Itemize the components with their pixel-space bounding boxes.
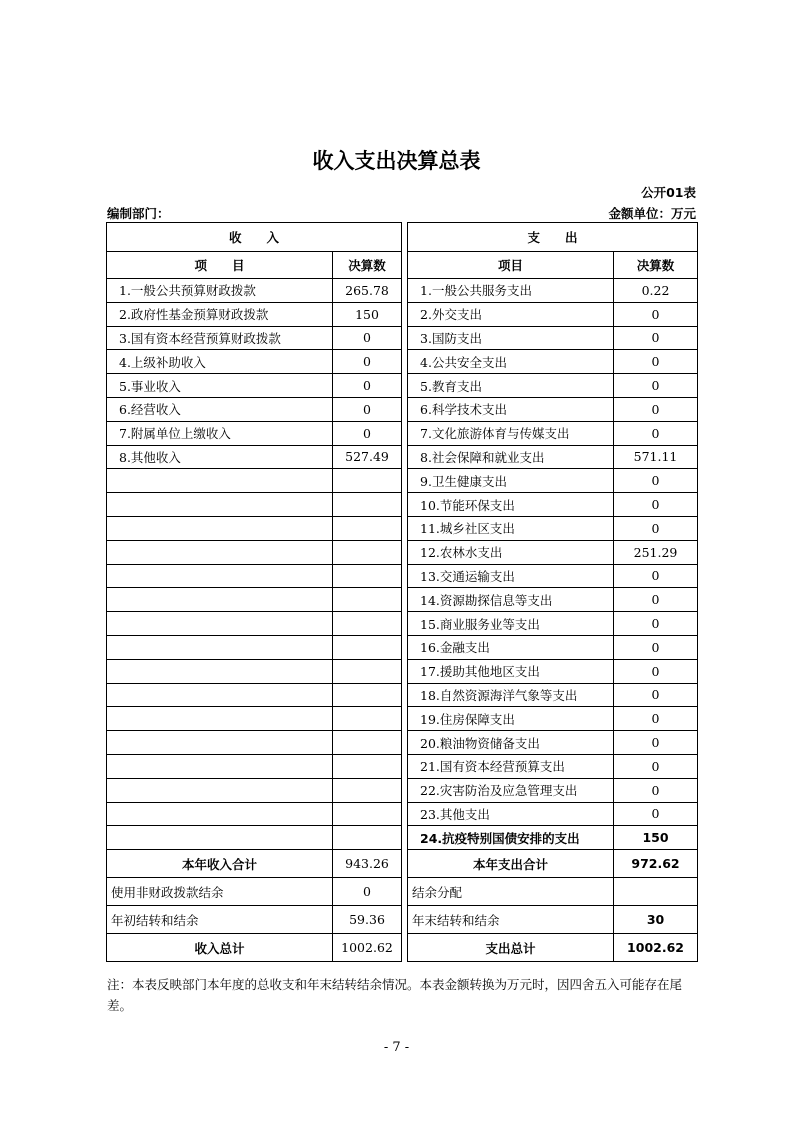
expense-amount-header: 决算数 [614,252,698,279]
carry-row [107,906,698,934]
table-row [107,564,698,588]
year-total-row [107,850,698,878]
income-item-cell [107,802,333,826]
income-item-header: 项 目 [107,252,333,279]
expense-grand-total-label: 支出总计 [408,934,614,962]
table-row [107,302,698,326]
grand-total-row [107,934,698,962]
income-item-cell [107,588,333,612]
expense-item-cell: 13.交通运输支出 [408,564,614,588]
expense-amount-cell: 0 [614,635,698,659]
income-amount-cell [333,802,402,826]
expense-amount-cell: 0 [614,374,698,398]
table-row [107,326,698,350]
unit-label: 金额单位：万元 [608,206,696,221]
expense-amount-cell: 0 [614,778,698,802]
table-row [107,778,698,802]
page-number: - 7 - [383,1040,410,1055]
income-item-cell [107,778,333,802]
opening-carry-value: 59.36 [333,906,402,934]
surplus-distribution-label: 结余分配 [408,878,614,906]
expense-amount-cell: 0 [614,421,698,445]
income-section-header: 收 入 [107,223,402,252]
expense-item-cell: 7.文化旅游体育与传媒支出 [408,421,614,445]
expense-item-cell: 22.灾害防治及应急管理支出 [408,778,614,802]
income-amount-cell [333,778,402,802]
expense-item-cell: 8.社会保障和就业支出 [408,445,614,469]
income-amount-cell [333,731,402,755]
column-header-row [107,252,698,279]
expense-amount-cell: 0.22 [614,279,698,303]
income-amount-cell [333,516,402,540]
expense-amount-cell: 0 [614,350,698,374]
income-amount-header: 决算数 [333,252,402,279]
expense-item-cell: 17.援助其他地区支出 [408,659,614,683]
income-amount-cell [333,564,402,588]
income-amount-cell [333,493,402,517]
expense-amount-cell: 0 [614,612,698,636]
expense-item-cell: 10.节能环保支出 [408,493,614,517]
income-item-cell [107,516,333,540]
income-item-cell: 3.国有资本经营预算财政拨款 [107,326,333,350]
expense-item-cell: 5.教育支出 [408,374,614,398]
page-title: 收入支出决算总表 [312,149,481,173]
expense-amount-cell: 0 [614,802,698,826]
expense-item-cell: 12.农林水支出 [408,540,614,564]
table-row [107,802,698,826]
expense-amount-cell: 0 [614,707,698,731]
expense-section-header: 支 出 [408,223,698,252]
expense-item-cell: 4.公共安全支出 [408,350,614,374]
income-item-cell [107,564,333,588]
opening-carry-label: 年初结转和结余 [107,906,333,934]
section-header-row [107,223,698,252]
expense-amount-cell: 0 [614,588,698,612]
income-item-cell [107,612,333,636]
table-row [107,421,698,445]
table-row [107,397,698,421]
expense-item-cell: 14.资源勘探信息等支出 [408,588,614,612]
expense-amount-cell: 0 [614,683,698,707]
income-item-cell [107,469,333,493]
expense-amount-cell: 0 [614,397,698,421]
expense-item-cell: 6.科学技术支出 [408,397,614,421]
table-row [107,754,698,778]
income-amount-cell [333,588,402,612]
expense-item-header: 项目 [408,252,614,279]
income-item-cell [107,493,333,517]
income-grand-total-value: 1002.62 [333,934,402,962]
expense-amount-cell: 0 [614,564,698,588]
expense-amount-cell: 0 [614,493,698,517]
expense-item-cell: 20.粮油物资储备支出 [408,731,614,755]
table-row [107,445,698,469]
table-row [107,683,698,707]
income-item-cell: 4.上级补助收入 [107,350,333,374]
income-item-cell [107,731,333,755]
table-row [107,469,698,493]
income-amount-cell [333,612,402,636]
expense-grand-total-value: 1002.62 [614,934,698,962]
table-row [107,350,698,374]
income-amount-cell: 0 [333,397,402,421]
income-amount-cell [333,683,402,707]
income-item-cell: 5.事业收入 [107,374,333,398]
expense-item-cell: 9.卫生健康支出 [408,469,614,493]
income-item-cell: 6.经营收入 [107,397,333,421]
special-row [107,826,698,850]
table-row [107,659,698,683]
table-row [107,516,698,540]
table-row [107,279,698,303]
income-item-cell [107,659,333,683]
income-item-cell: 7.附属单位上缴收入 [107,421,333,445]
non-fiscal-label: 使用非财政拨款结余 [107,878,333,906]
table-row [107,493,698,517]
form-number: 公开01表 [641,185,696,200]
expense-item-cell: 23.其他支出 [408,802,614,826]
income-amount-cell [333,754,402,778]
income-amount-cell: 527.49 [333,445,402,469]
income-amount-cell [333,540,402,564]
table-row [107,707,698,731]
footnote: 注：本表反映部门本年度的总收支和年末结转结余情况。本表金额转换为万元时，因四舍五入可能存在尾差。 [107,977,683,1013]
year-expense-total-label: 本年支出合计 [408,850,614,878]
expense-amount-cell: 0 [614,754,698,778]
expense-item-cell: 21.国有资本经营预算支出 [408,754,614,778]
expense-amount-cell: 0 [614,731,698,755]
income-amount-cell: 0 [333,326,402,350]
summary-table [106,222,698,962]
expense-item-cell: 11.城乡社区支出 [408,516,614,540]
surplus-distribution-value [614,878,698,906]
expense-amount-cell: 251.29 [614,540,698,564]
dept-label: 编制部门： [107,206,170,221]
income-amount-cell: 265.78 [333,279,402,303]
income-amount-cell: 150 [333,302,402,326]
closing-carry-label: 年末结转和结余 [408,906,614,934]
expense-amount-cell: 0 [614,302,698,326]
table-row [107,540,698,564]
income-item-cell [107,707,333,731]
income-item-cell: 1.一般公共预算财政拨款 [107,279,333,303]
income-amount-cell: 0 [333,350,402,374]
expense-item-cell: 15.商业服务业等支出 [408,612,614,636]
table-row [107,612,698,636]
income-item-cell: 8.其他收入 [107,445,333,469]
table-row [107,374,698,398]
income-item-cell [107,635,333,659]
income-grand-total-label: 收入总计 [107,934,333,962]
table-row [107,731,698,755]
year-expense-total-value: 972.62 [614,850,698,878]
expense-item-cell: 24.抗疫特别国债安排的支出 [408,826,614,850]
table-row [107,635,698,659]
expense-item-cell: 18.自然资源海洋气象等支出 [408,683,614,707]
income-amount-cell [333,707,402,731]
expense-amount-cell: 571.11 [614,445,698,469]
table-row [107,588,698,612]
expense-item-cell: 1.一般公共服务支出 [408,279,614,303]
income-amount-cell [333,635,402,659]
income-amount-cell [333,826,402,850]
income-item-cell: 2.政府性基金预算财政拨款 [107,302,333,326]
closing-carry-value: 30 [614,906,698,934]
expense-item-cell: 3.国防支出 [408,326,614,350]
income-amount-cell: 0 [333,421,402,445]
year-income-total-label: 本年收入合计 [107,850,333,878]
income-item-cell [107,540,333,564]
expense-item-cell: 19.住房保障支出 [408,707,614,731]
income-item-cell [107,826,333,850]
expense-amount-cell: 0 [614,326,698,350]
expense-amount-cell: 0 [614,516,698,540]
expense-amount-cell: 0 [614,469,698,493]
income-amount-cell [333,659,402,683]
expense-amount-cell: 0 [614,659,698,683]
non-fiscal-value: 0 [333,878,402,906]
expense-amount-cell: 150 [614,826,698,850]
expense-item-cell: 2.外交支出 [408,302,614,326]
expense-item-cell: 16.金融支出 [408,635,614,659]
non-fiscal-row [107,878,698,906]
income-amount-cell [333,469,402,493]
income-item-cell [107,754,333,778]
income-item-cell [107,683,333,707]
year-income-total-value: 943.26 [333,850,402,878]
income-amount-cell: 0 [333,374,402,398]
